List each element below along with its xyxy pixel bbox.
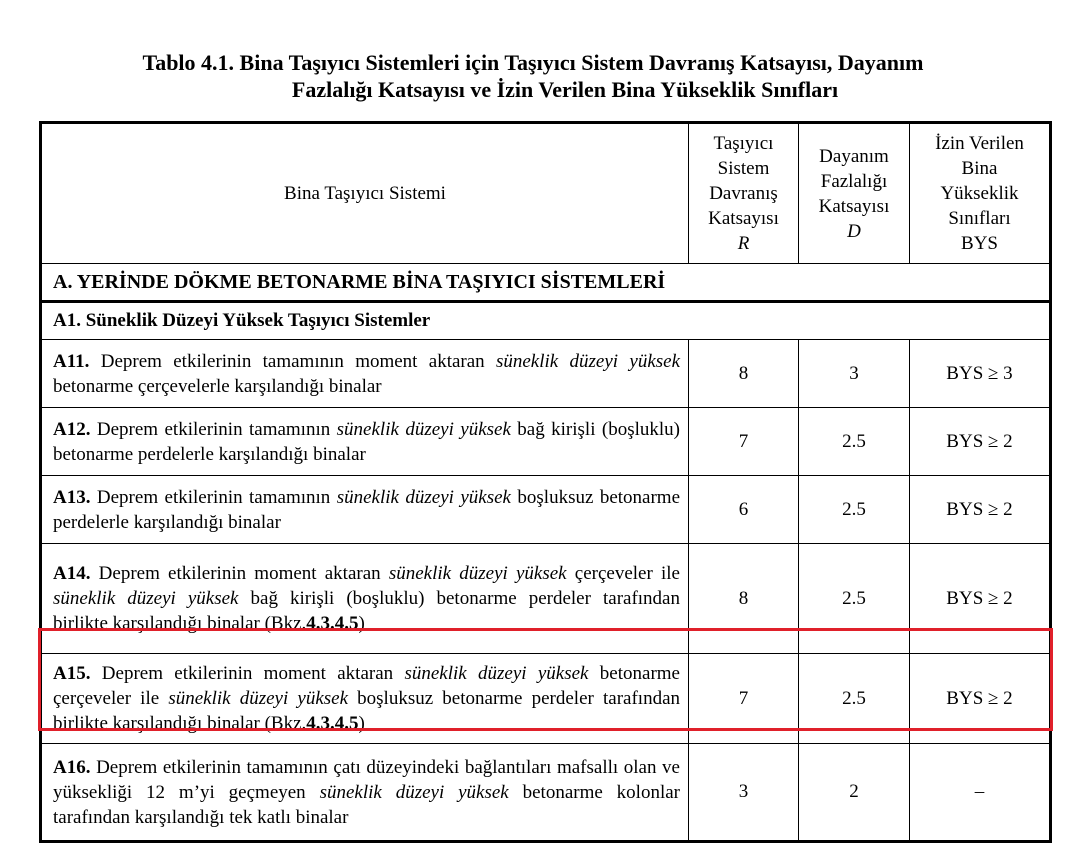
- desc-text: bağ kirişli (boşluklu) betonarme perdelerle karşılandığı binalar: [53, 418, 680, 465]
- desc-italic: süneklik düzeyi yüksek: [336, 418, 511, 440]
- table-row: [41, 544, 1051, 654]
- desc-text: Deprem etkilerinin tamamının çatı düzeyindeki bağlantıları mafsallı olan ve yüksekliği 12 m’yi geçmeyen: [53, 756, 680, 803]
- structural-system-table: [39, 121, 1052, 843]
- row-r-value: 7: [689, 408, 799, 476]
- desc-text: betonarme çerçeveler ile: [53, 663, 680, 709]
- table-row: [41, 340, 1051, 408]
- table-header-row: [41, 123, 1051, 264]
- header-system: Bina Taşıyıcı Sistemi: [41, 123, 689, 264]
- row-code: A16.: [53, 756, 91, 778]
- row-d-value: 2.5: [799, 654, 910, 744]
- header-d-line: Katsayısı: [818, 195, 890, 217]
- row-r-value: 6: [689, 476, 799, 544]
- header-d-line: Fazlalığı: [820, 170, 888, 192]
- header-r-symbol: R: [737, 233, 750, 254]
- desc-text: betonarme kolonlar tarafından karşılandığı tek katlı binalar: [53, 781, 680, 828]
- table-title-line-2: Fazlalığı Katsayısı ve İzin Verilen Bina Yükseklik Sınıfları: [291, 77, 839, 102]
- desc-text: betonarme çerçevelerle karşılandığı binalar: [53, 375, 382, 397]
- row-r-value: 8: [689, 544, 799, 654]
- row-code: A15.: [53, 663, 91, 684]
- header-bys-line: Sınıfları: [948, 208, 1011, 229]
- row-d-value: 2.5: [799, 544, 910, 654]
- row-description: [41, 654, 689, 744]
- header-r-line: Katsayısı: [708, 208, 779, 229]
- desc-italic: süneklik düzeyi yüksek: [495, 350, 681, 372]
- desc-text: Deprem etkilerinin moment aktaran: [90, 663, 405, 684]
- row-bys-value: BYS ≥ 2: [910, 654, 1051, 744]
- row-r-value: 8: [689, 340, 799, 408]
- header-bys-symbol: BYS: [961, 233, 998, 254]
- header-r-line: Taşıyıcı: [713, 133, 774, 154]
- desc-italic: süneklik düzeyi yüksek: [319, 781, 509, 803]
- header-bys-line: Yükseklik: [940, 183, 1019, 204]
- header-bys-line: İzin Verilen: [935, 133, 1024, 154]
- header-r-line: Davranış: [709, 183, 778, 204]
- desc-ref: 4.3.4.5: [306, 613, 359, 634]
- header-d: [799, 123, 910, 264]
- desc-italic: süneklik düzeyi yüksek: [53, 588, 239, 609]
- row-description: [41, 408, 689, 476]
- row-bys-value: BYS ≥ 2: [910, 408, 1051, 476]
- table-title-line-1: Tablo 4.1. Bina Taşıyıcı Sistemleri için Taşıyıcı Sistem Davranış Katsayısı, Dayanım: [142, 50, 924, 75]
- desc-ref: 4.3.4.5: [306, 713, 359, 734]
- header-d-symbol: D: [847, 220, 861, 242]
- header-r: [689, 123, 799, 264]
- desc-text: ): [358, 613, 365, 634]
- section-a-row: [41, 264, 1051, 302]
- header-d-line: Dayanım: [819, 145, 889, 167]
- desc-text: çerçeveler ile: [566, 563, 680, 584]
- desc-italic: süneklik düzeyi yüksek: [336, 486, 511, 508]
- table-row: [41, 744, 1051, 842]
- row-d-value: 2.5: [799, 408, 910, 476]
- desc-text: bağ kirişli (boşluklu) betonarme perdeler tarafından birlikte karşılandığı binalar (Bkz.: [53, 588, 680, 634]
- row-bys-value: –: [910, 744, 1051, 842]
- row-code: A12.: [53, 418, 91, 440]
- section-a-heading: A. YERİNDE DÖKME BETONARME BİNA TAŞIYICI SİSTEMLERİ: [41, 264, 1051, 302]
- row-d-value: 2.5: [799, 476, 910, 544]
- table-row: [41, 654, 1051, 744]
- desc-text: Deprem etkilerinin tamamının: [90, 418, 337, 440]
- desc-text: Deprem etkilerinin tamamının moment aktaran: [89, 350, 496, 372]
- row-code: A14.: [53, 563, 91, 584]
- desc-text: ): [358, 713, 365, 734]
- desc-text: Deprem etkilerinin tamamının: [90, 486, 337, 508]
- row-bys-value: BYS ≥ 2: [910, 476, 1051, 544]
- row-d-value: 2: [799, 744, 910, 842]
- row-description: [41, 340, 689, 408]
- table-title: [0, 49, 1066, 103]
- table-row: [41, 476, 1051, 544]
- desc-italic: süneklik düzeyi yüksek: [404, 663, 589, 684]
- row-bys-value: BYS ≥ 2: [910, 544, 1051, 654]
- row-description: [41, 476, 689, 544]
- row-code: A11.: [53, 350, 90, 372]
- desc-italic: süneklik düzeyi yüksek: [388, 563, 567, 584]
- desc-italic: süneklik düzeyi yüksek: [168, 688, 349, 709]
- desc-text: Deprem etkilerinin moment aktaran: [90, 563, 389, 584]
- section-a1-row: [41, 302, 1051, 340]
- section-a1-heading: A1. Süneklik Düzeyi Yüksek Taşıyıcı Sistemler: [41, 302, 1051, 340]
- header-bys-line: Bina: [961, 158, 998, 179]
- table-row: [41, 408, 1051, 476]
- row-r-value: 3: [689, 744, 799, 842]
- header-bys: [910, 123, 1051, 264]
- desc-text: boşluksuz betonarme perdelerle karşılandığı binalar: [53, 486, 681, 533]
- row-bys-value: BYS ≥ 3: [910, 340, 1051, 408]
- desc-text: boşluksuz betonarme perdeler tarafından birlikte karşılandığı binalar (Bkz.: [53, 688, 680, 734]
- header-r-line: Sistem: [717, 158, 770, 179]
- row-description: [41, 544, 689, 654]
- row-r-value: 7: [689, 654, 799, 744]
- row-description: [41, 744, 689, 842]
- row-code: A13.: [53, 486, 91, 508]
- row-d-value: 3: [799, 340, 910, 408]
